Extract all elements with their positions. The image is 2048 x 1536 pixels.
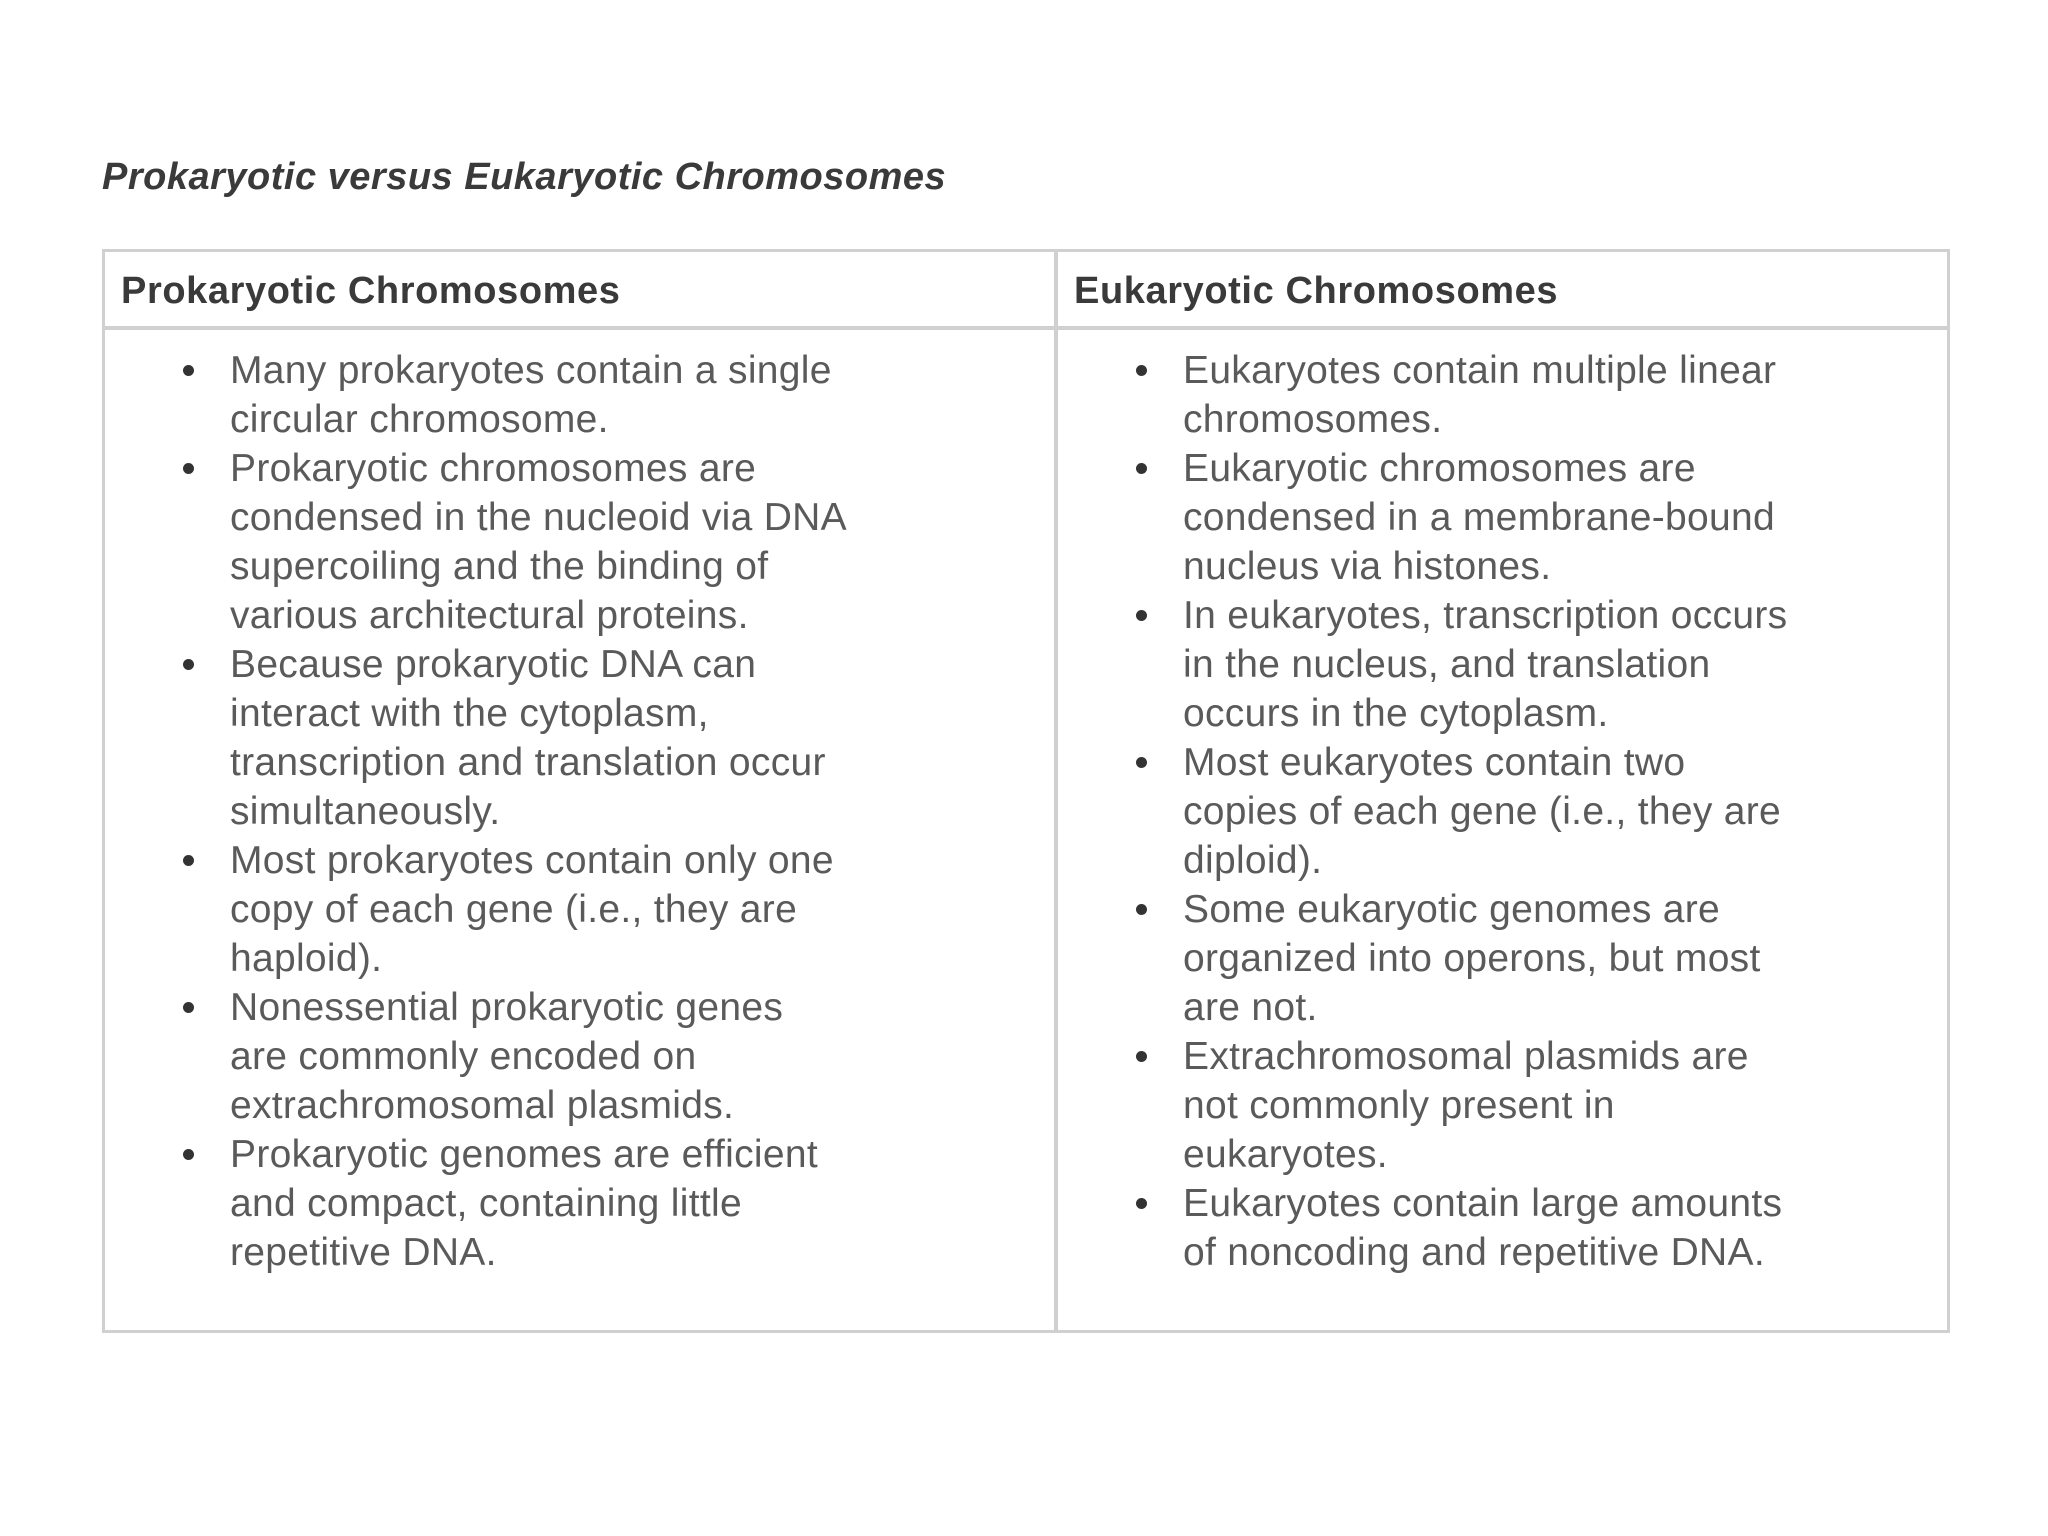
list-item bbox=[1058, 444, 1947, 591]
list-item-text: Most prokaryotes contain only one copy of each gene (i.e., they are haploid). bbox=[230, 839, 834, 980]
bullet-icon bbox=[183, 659, 194, 670]
list-item-text: Most eukaryotes contain two copies of each gene (i.e., they are diploid). bbox=[1183, 741, 1782, 882]
list-item bbox=[105, 1130, 1054, 1277]
bullet-icon bbox=[183, 1149, 194, 1160]
list-item bbox=[1058, 346, 1947, 444]
list-item bbox=[105, 346, 1054, 444]
header-cell-prokaryotic bbox=[105, 252, 1058, 330]
list-item-text: Eukaryotes contain large amounts of noncoding and repetitive DNA. bbox=[1183, 1182, 1783, 1274]
header-cell-eukaryotic bbox=[1058, 252, 1947, 330]
list-item-text: Because prokaryotic DNA can interact with the cytoplasm, transcription and translation occur simultaneously. bbox=[230, 643, 826, 833]
bullet-icon bbox=[1136, 757, 1147, 768]
eukaryotic-cell bbox=[1058, 330, 1947, 1330]
list-item-text: In eukaryotes, transcription occurs in the nucleus, and translation occurs in the cytoplasm. bbox=[1183, 594, 1788, 735]
bullet-icon bbox=[1136, 610, 1147, 621]
bullet-icon bbox=[1136, 1198, 1147, 1209]
list-item-text: Many prokaryotes contain a single circular chromosome. bbox=[230, 349, 832, 441]
list-item-text: Prokaryotic chromosomes are condensed in the nucleoid via DNA supercoiling and the binding of various architectural proteins. bbox=[230, 447, 847, 637]
bullet-icon bbox=[183, 463, 194, 474]
list-item bbox=[1058, 885, 1947, 1032]
list-item bbox=[105, 983, 1054, 1130]
bullet-icon bbox=[1136, 365, 1147, 376]
bullet-icon bbox=[183, 855, 194, 866]
list-item-text: Eukaryotic chromosomes are condensed in a membrane-bound nucleus via histones. bbox=[1183, 447, 1775, 588]
list-item bbox=[1058, 1179, 1947, 1277]
list-item bbox=[1058, 591, 1947, 738]
bullet-icon bbox=[183, 1002, 194, 1013]
bullet-icon bbox=[183, 365, 194, 376]
bullet-icon bbox=[1136, 1051, 1147, 1062]
list-item bbox=[1058, 1032, 1947, 1179]
list-item-text: Extrachromosomal plasmids are not commonly present in eukaryotes. bbox=[1183, 1035, 1749, 1176]
bullet-icon bbox=[1136, 463, 1147, 474]
list-item bbox=[105, 640, 1054, 836]
list-item bbox=[105, 836, 1054, 983]
list-item bbox=[1058, 738, 1947, 885]
list-item bbox=[105, 444, 1054, 640]
list-item-text: Nonessential prokaryotic genes are commonly encoded on extrachromosomal plasmids. bbox=[230, 986, 784, 1127]
eukaryotic-bullet-list bbox=[1058, 346, 1947, 1277]
comparison-table bbox=[102, 249, 1950, 1333]
prokaryotic-cell bbox=[105, 330, 1058, 1330]
column-header-prokaryotic: Prokaryotic Chromosomes bbox=[121, 270, 621, 312]
prokaryotic-bullet-list bbox=[105, 346, 1054, 1277]
bullet-icon bbox=[1136, 904, 1147, 915]
list-item-text: Prokaryotic genomes are efficient and compact, containing little repetitive DNA. bbox=[230, 1133, 818, 1274]
list-item-text: Eukaryotes contain multiple linear chromosomes. bbox=[1183, 349, 1777, 441]
table-title: Prokaryotic versus Eukaryotic Chromosomes bbox=[102, 156, 947, 198]
column-header-eukaryotic: Eukaryotic Chromosomes bbox=[1074, 270, 1559, 312]
list-item-text: Some eukaryotic genomes are organized into operons, but most are not. bbox=[1183, 888, 1761, 1029]
